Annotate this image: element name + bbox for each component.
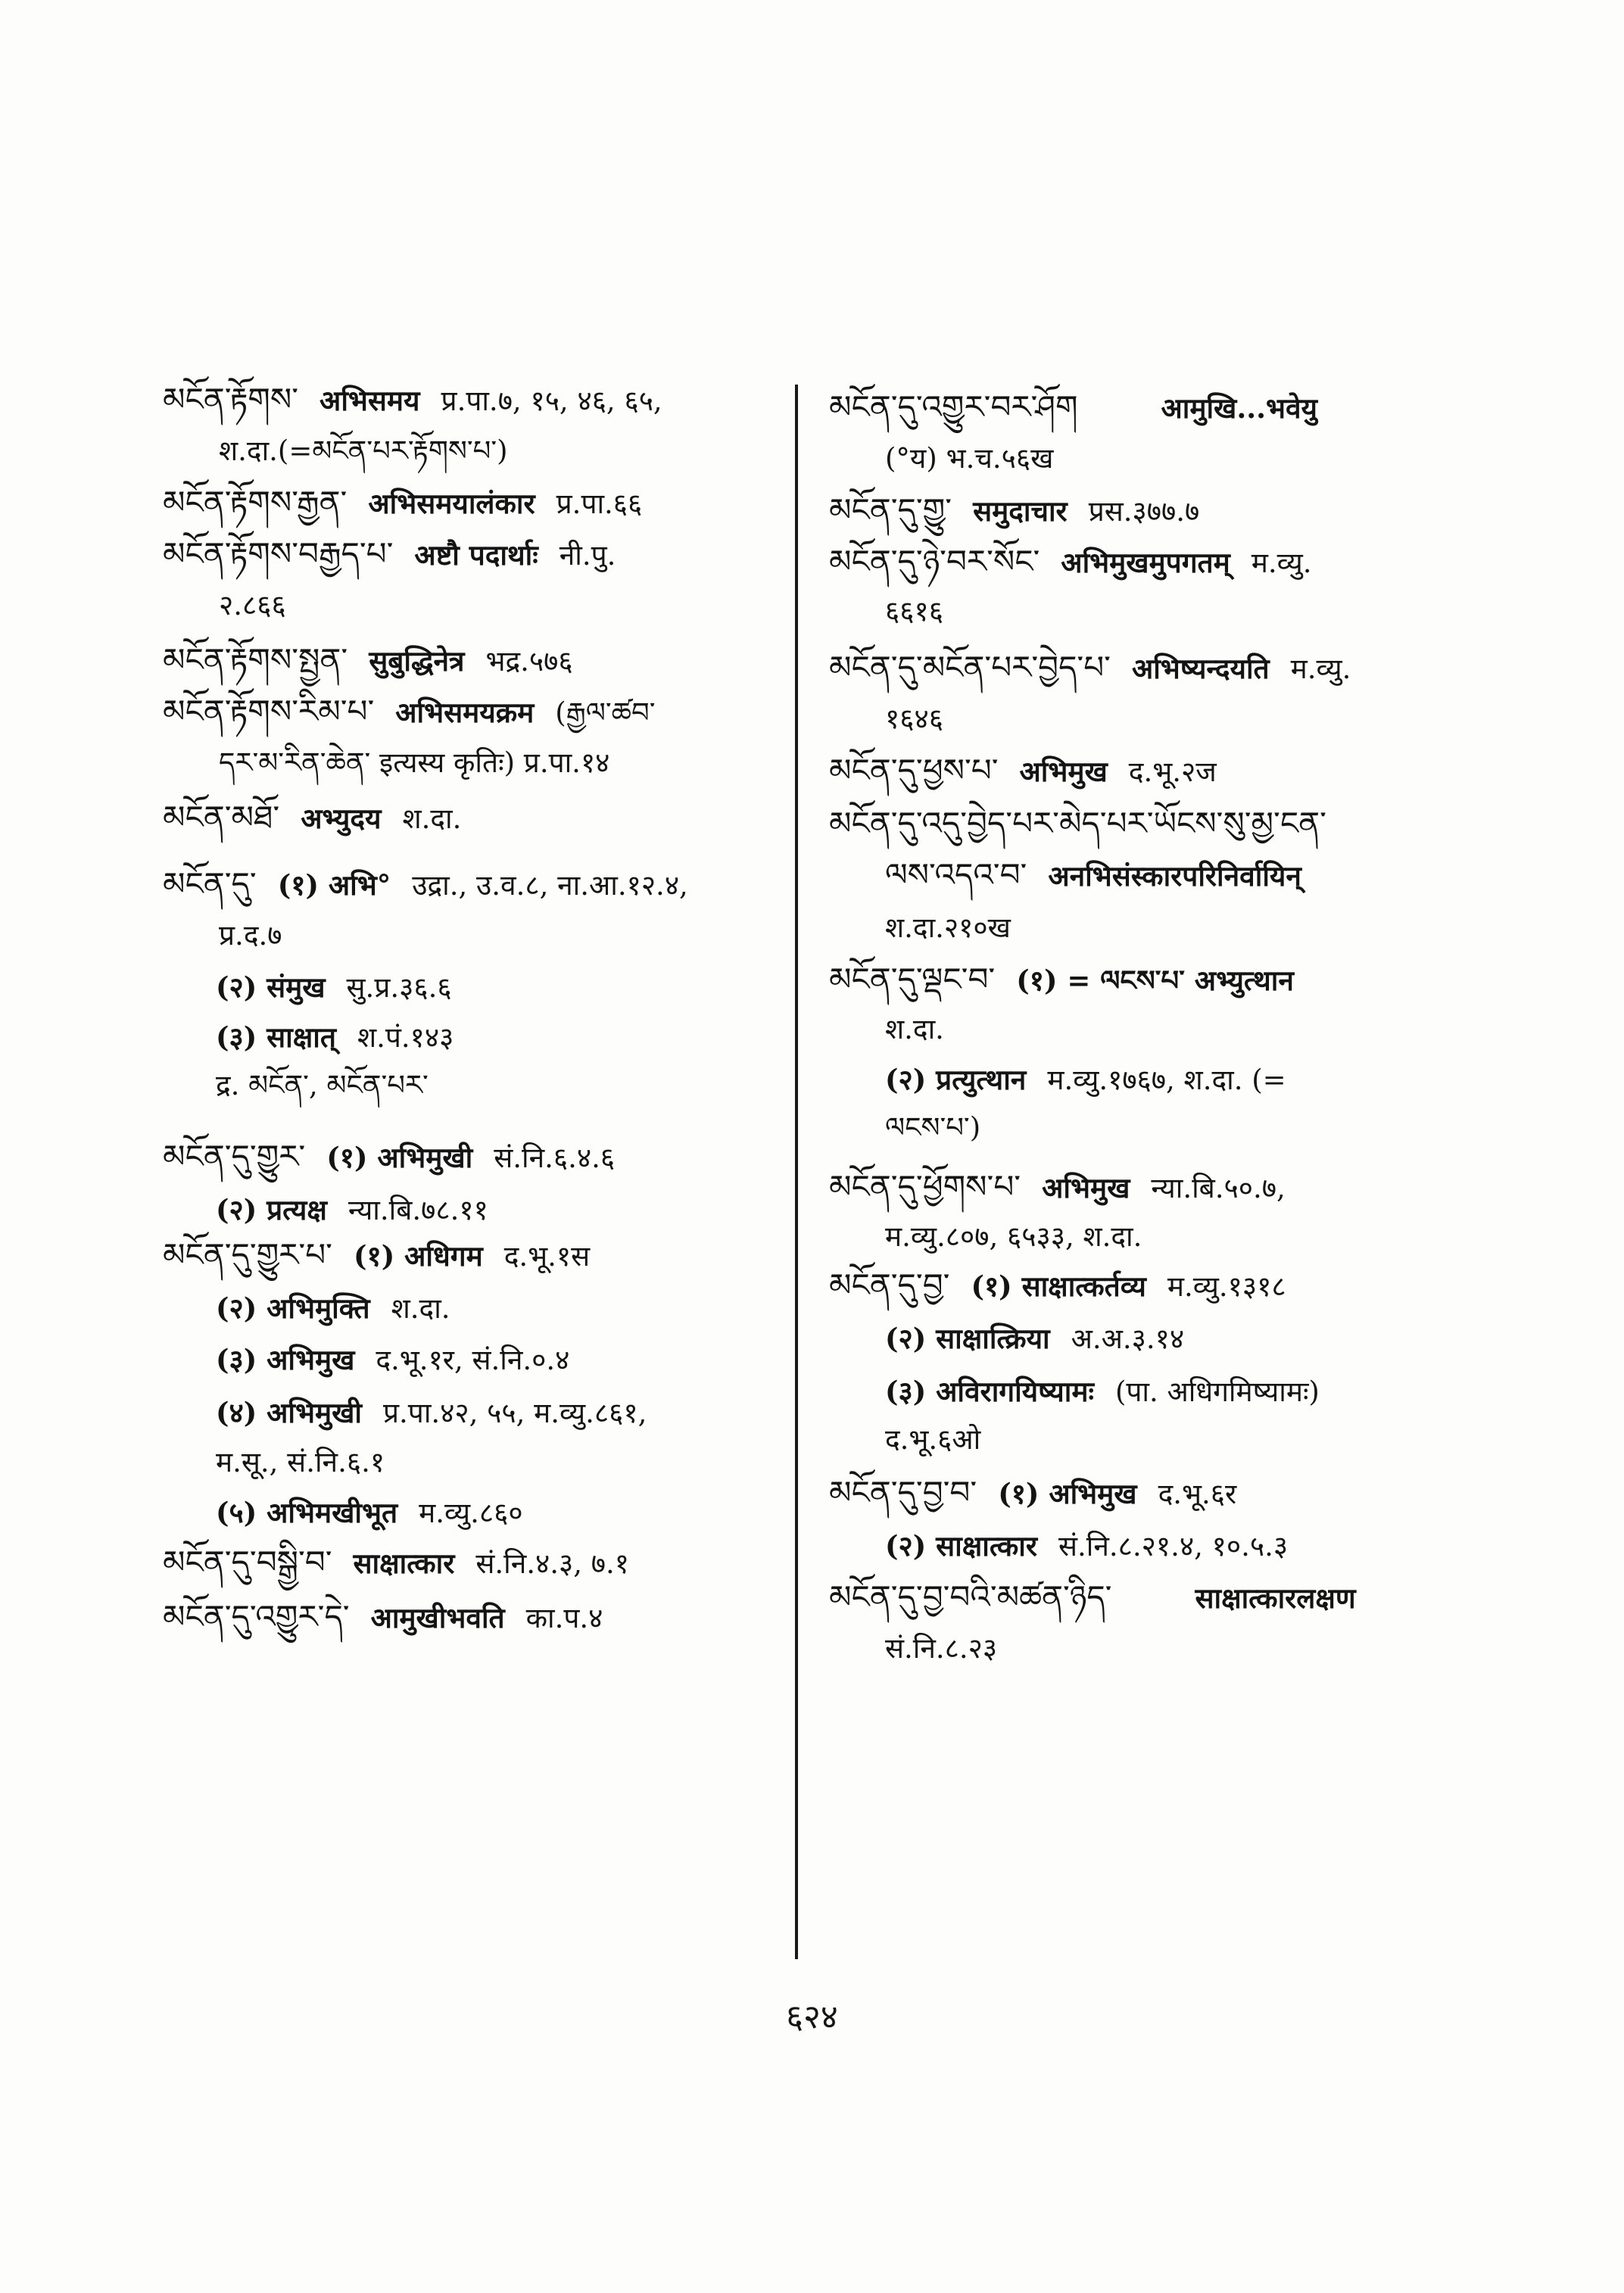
entry-line [829,1264,1286,1310]
source-reference: सं.नि.८.२३ [885,1632,998,1665]
sanskrit-equivalent: अभिसमयक्रम [395,696,535,729]
source-reference: भद्र.५७६ [485,645,573,678]
sanskrit-equivalent: अभिमुख [1042,1171,1130,1204]
sanskrit-equivalent: (३) अविरागयिष्यामः [885,1375,1094,1408]
source-reference: सं.नि.४.३, ७.१ [475,1547,630,1580]
tibetan-headword: མངོན་དུ་འགྱུར་བར་ཤོག [829,388,1078,425]
source-reference: प्रस.३७७.७ [1088,495,1200,528]
tibetan-headword: མངོན་དུ་ [163,865,257,902]
entry-line [163,1287,450,1332]
source-reference: श.दा.२१०ख [885,911,1011,944]
entry-line [163,584,286,630]
tibetan-headword: མངོན་དུ་གྱུར་ [163,1138,306,1175]
cross-reference [163,1064,429,1110]
tibetan-headword: མངོན་རྟོགས་ [163,381,299,418]
entry-line [829,854,1301,899]
sanskrit-equivalent: अभिसमय [320,384,420,417]
tibetan-headword: མངོན་དུ་བྱ་ [829,1266,950,1304]
sanskrit-equivalent: (४) अभिमुखी [216,1396,362,1429]
source-reference: द्र. མངོན་, མངོན་པར་ [216,1069,429,1101]
tibetan-headword: མངོན་དུ་ཕྱོགས་པ་ [829,1168,1021,1205]
entry-line [163,690,656,736]
sanskrit-equivalent: (२) साक्षात्कार [885,1529,1037,1562]
tibetan-headword: ལས་འདའ་བ་ [885,856,1027,893]
sanskrit-equivalent: (१) अभिमुख [998,1477,1137,1510]
source-reference: सं.नि.६.४.६ [494,1142,616,1174]
entry-line [829,1008,944,1054]
entry-line [163,966,452,1011]
tibetan-headword: མངོན་དུ་ལྡང་བ་ [829,961,996,998]
sanskrit-equivalent: (१) साक्षात्कर्तव्य [971,1270,1146,1303]
source-reference: म.व्यु. [1290,653,1351,685]
entry-line [829,438,1053,483]
source-reference: श.दा. [402,802,462,835]
entry-line [829,1317,1184,1363]
sanskrit-equivalent: आमुखीभवति [370,1601,505,1634]
sanskrit-equivalent: (२) साक्षात्क्रिया [885,1322,1050,1355]
sanskrit-equivalent: (२) अभिमुक्ति [216,1291,370,1325]
sanskrit-equivalent: साक्षात्कारलक्षण [1195,1581,1356,1615]
sanskrit-equivalent: (१) = ལངས་པ་ अभ्युत्थान [1016,964,1294,997]
source-reference: प्र.पा.४२, ५५, म.व्यु.८६१, [382,1397,647,1429]
entry-line [829,646,1351,692]
source-reference: (རྒྱལ་ཚབ་ [555,696,656,729]
entry-line [829,1370,1320,1416]
source-reference: २.८६६ [219,589,286,622]
sanskrit-equivalent: (१) अधिगम [354,1239,483,1273]
entry-line [829,749,1217,795]
entry-line [163,1016,454,1061]
tibetan-headword: མངོན་དུ་བྱ་བའི་མཚན་ཉིད་ [829,1578,1112,1615]
tibetan-headword: མངོན་དུ་བསྒྱི་བ་ [163,1544,332,1581]
source-reference: द.भू.६र [1158,1478,1237,1510]
entry-line [163,1596,603,1641]
sanskrit-equivalent: अभ्युदय [301,802,382,835]
entry-line [829,1166,1286,1211]
tibetan-headword: མངོན་དུ་ཉེ་བར་སོང་ [829,543,1040,580]
source-reference: प्र.द.७ [219,919,282,952]
entry-line [163,1391,647,1437]
sanskrit-equivalent: आमुखि...भवेयु [1161,391,1318,425]
sanskrit-equivalent: अनभिसंस्कारपरिनिर्वायिन् [1048,859,1301,893]
entry-line [163,639,573,684]
entry-line [829,386,1317,431]
source-reference: ६६१६ [885,595,943,628]
source-reference: सु.प्र.३६.६ [346,971,452,1004]
source-reference: द.भू.१र, सं.नि.०.४ [376,1344,570,1376]
source-reference: म.सू., सं.नि.६.१ [216,1446,385,1478]
tibetan-headword: མངོན་རྟོགས་རྒྱན་ [163,484,348,521]
tibetan-headword: མངོན་རྟོགས་རིམ་པ་ [163,693,375,730]
source-reference: प्र.पा.६६ [556,488,643,520]
sanskrit-equivalent: साक्षात्कार [353,1547,455,1580]
source-reference: न्या.बि.५०.७, [1151,1172,1286,1204]
sanskrit-equivalent: अभिमुख [1019,755,1108,788]
entry-line [829,541,1312,586]
entry-line [163,430,508,475]
source-reference: श.दा.(=མངོན་པར་རྟོགས་པ་) [219,435,508,467]
sanskrit-equivalent: (२) प्रत्युत्थान [885,1063,1027,1096]
entry-line [163,533,616,578]
source-reference: नी.पु. [559,539,616,572]
source-reference: (°य) भ.च.५६ख [885,442,1054,475]
source-reference: म.व्यु.१७६७, श.दा. (= [1047,1064,1286,1096]
tibetan-headword: མངོན་དུ་འདུ་བྱེད་པར་མེད་པར་ཡོངས་སུ་མྱ་ངན་ [829,805,1326,842]
source-reference: श.पं.१४३ [357,1021,454,1054]
entry-line [829,1419,980,1464]
entry-line [163,379,662,424]
entry-line [829,958,1294,1004]
entry-line [163,1491,523,1537]
tibetan-headword: མངོན་དུ་གྱུ་ [829,491,952,528]
entry-line [163,796,461,842]
page-number: ६२४ [786,1998,838,2036]
sanskrit-equivalent: समुदाचार [973,494,1068,528]
tibetan-headword: མངོན་དུ་བྱ་བ་ [829,1474,977,1511]
entry-line [829,1058,1286,1104]
source-reference: म.व्यु.८६० [419,1497,523,1529]
entry-line [829,698,943,743]
sanskrit-equivalent: (१) अभिमुखी [326,1141,473,1174]
entry-line [163,914,282,960]
tibetan-headword: མངོན་དུ་འགྱུར་དེ་ [163,1598,350,1635]
source-reference: म.व्यु.१३१८ [1167,1270,1286,1303]
entry-line [163,1541,629,1587]
source-reference: श.दा. [391,1292,450,1325]
entry-line [163,863,688,908]
tibetan-headword: མངོན་རྟོགས་སྤྱན་ [163,641,348,678]
source-reference: द.भू.६ओ [885,1423,981,1456]
sanskrit-equivalent: (१) अभि° [277,868,391,902]
sanskrit-equivalent: अभिष्यन्दयति [1131,652,1270,685]
sanskrit-equivalent: (२) संमुख [216,970,326,1004]
sanskrit-equivalent: अभिसमयालंकार [368,487,535,520]
entry-line [829,1216,1142,1261]
tibetan-headword: མངོན་རྟོགས་བརྒྱད་པ་ [163,535,394,572]
sanskrit-equivalent: (३) अभिमुख [216,1343,355,1376]
sanskrit-equivalent: अभिमुखमुपगतम् [1061,546,1230,579]
tibetan-headword: མངོན་དུ་མངོན་པར་བྱེད་པ་ [829,649,1111,686]
entry-line [829,1107,980,1152]
source-reference: अ.अ.३.१४ [1071,1323,1185,1355]
source-reference: म.व्यु. [1251,547,1312,579]
sanskrit-equivalent: (५) अभिमखीभूत [216,1496,398,1529]
source-reference: म.व्यु.८०७, ६५३३, श.दा. [885,1220,1142,1253]
entry-line [829,1525,1288,1570]
source-reference: श.दा. [885,1013,944,1045]
source-reference: न्या.बि.७८.११ [348,1194,488,1226]
entry-line [163,1441,385,1487]
source-reference: དར་མ་རིན་ཆེན་ इत्यस्य कृतिः) प्र.पा.१४ [219,746,610,779]
entry-line [829,1628,997,1673]
entry-line [163,1338,569,1384]
source-reference: द.भू.२ज [1128,756,1217,788]
source-reference: द.भू.१स [503,1240,591,1273]
entry-line [163,1136,615,1181]
source-reference: ལངས་པ་) [885,1111,981,1144]
source-reference: (पा. अधिगमिष्यामः) [1114,1375,1320,1408]
entry-line [829,489,1199,534]
source-reference: का.प.४ [525,1602,603,1634]
column-divider [795,385,798,1959]
source-reference: १६४६ [885,703,943,735]
entry-line [829,1472,1236,1517]
sanskrit-equivalent: (३) साक्षात् [216,1020,336,1054]
entry-line [163,1234,590,1279]
entry-line [829,590,943,636]
entry-line [829,802,1326,848]
tibetan-headword: མངོན་མཐོ་ [163,799,280,836]
source-reference: उद्रा., उ.व.८, ना.आ.१२.४, [412,869,688,902]
entry-line [829,907,1011,952]
source-reference: प्र.पा.७, १५, ४६, ६५, [441,385,662,417]
tibetan-headword: མངོན་དུ་གྱུར་པ་ [163,1236,332,1273]
entry-line [163,481,642,527]
tibetan-headword: མངོན་དུ་ཕྱས་པ་ [829,752,999,789]
sanskrit-equivalent: अष्टौ पदार्थाः [414,538,538,572]
entry-line [163,742,609,787]
entry-line [163,1189,488,1234]
entry-line [829,1576,1356,1622]
source-reference: सं.नि.८.२१.४, १०.५.३ [1058,1530,1289,1562]
sanskrit-equivalent: (२) प्रत्यक्ष [216,1193,327,1226]
sanskrit-equivalent: सुबुद्धिनेत्र [369,644,465,678]
